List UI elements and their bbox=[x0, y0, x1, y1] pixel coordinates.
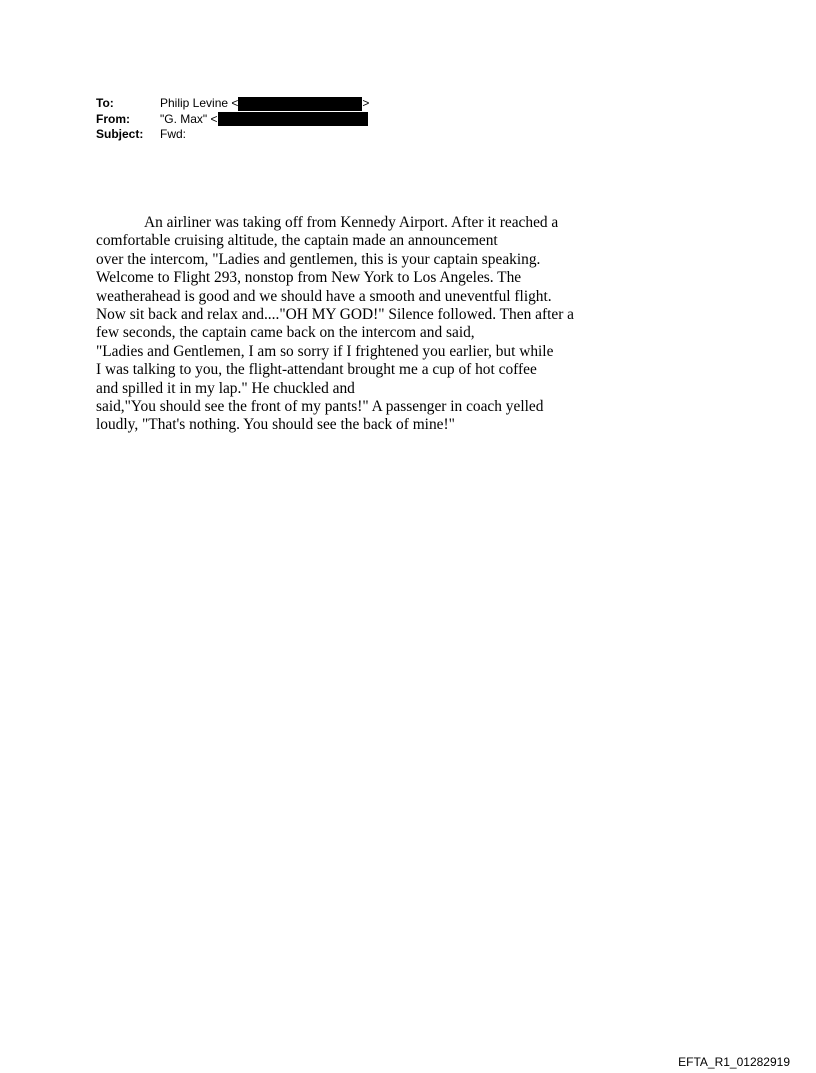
body-line: An airliner was taking off from Kennedy Airport. After it reached a bbox=[144, 214, 559, 231]
from-value: "G. Max" < bbox=[160, 111, 218, 126]
document-id: EFTA_R1_01282919 bbox=[678, 1055, 790, 1069]
to-value: Philip Levine < bbox=[160, 96, 239, 110]
from-label: From: bbox=[96, 111, 130, 126]
email-body bbox=[96, 214, 616, 435]
to-label: To: bbox=[96, 96, 114, 110]
body-line: and spilled it in my lap." He chuckled and bbox=[96, 379, 355, 397]
body-line: weatherahead is good and we should have a smooth and uneventful flight. bbox=[96, 287, 552, 305]
to-redaction bbox=[238, 97, 362, 111]
body-line: "Ladies and Gentlemen, I am so sorry if I frightened you earlier, but while bbox=[96, 342, 554, 360]
to-row bbox=[96, 96, 369, 112]
subject-row bbox=[96, 127, 369, 143]
body-line: over the intercom, "Ladies and gentlemen, this is your captain speaking. bbox=[96, 250, 541, 268]
body-line: I was talking to you, the flight-attendant brought me a cup of hot coffee bbox=[96, 361, 537, 379]
to-close-bracket: > bbox=[362, 96, 370, 110]
body-line: said,"You should see the front of my pants!" A passenger in coach yelled bbox=[96, 398, 544, 416]
body-line: comfortable cruising altitude, the captain made an announcement bbox=[96, 232, 498, 250]
from-redaction bbox=[218, 112, 368, 126]
body-line: Welcome to Flight 293, nonstop from New York to Los Angeles. The bbox=[96, 269, 522, 287]
body-line: loudly, "That's nothing. You should see the back of mine!" bbox=[96, 416, 455, 434]
subject-label: Subject: bbox=[96, 127, 144, 141]
subject-value: Fwd: bbox=[160, 127, 187, 141]
body-line: few seconds, the captain came back on the intercom and said, bbox=[96, 324, 475, 342]
from-row bbox=[96, 112, 369, 128]
email-header bbox=[96, 96, 369, 143]
body-line: Now sit back and relax and...."OH MY GOD!" Silence followed. Then after a bbox=[96, 306, 574, 324]
